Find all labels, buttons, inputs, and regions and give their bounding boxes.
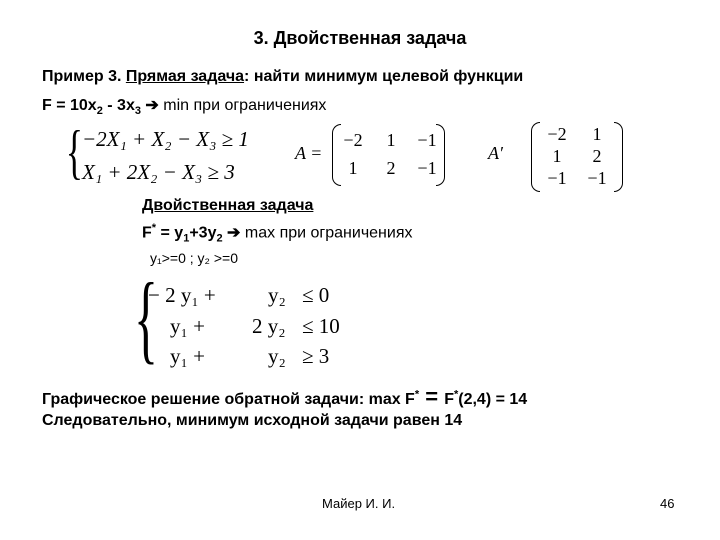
- primal-row-1: −2X₁ + X₂ − X₃ ≥ 1: [82, 127, 249, 151]
- dual-row-1-right: y₂: [268, 283, 286, 307]
- dual-row-2-rel: ≤ 10: [302, 314, 340, 338]
- matrix-a-cell: 1: [386, 130, 396, 150]
- conclusion-line: Следовательно, минимум исходной задачи равен 14: [42, 412, 463, 429]
- matrix-a-cell: −1: [417, 130, 437, 150]
- dual-brace: {: [134, 262, 158, 373]
- objective-line: [42, 95, 326, 117]
- objective-sub2: 3: [134, 105, 141, 118]
- dual-sub2: 2: [216, 232, 223, 245]
- matrix-at-cell: −2: [547, 124, 567, 144]
- dual-obj-rest: max при ограничениях: [240, 224, 413, 242]
- dual-obj-mid2: +3y: [189, 224, 217, 242]
- matrix-at-cell: −1: [547, 168, 567, 188]
- dual-sub1: 1: [183, 232, 190, 245]
- matrix-at-left-bracket: [531, 122, 540, 192]
- matrix-a-label: A =: [295, 143, 323, 163]
- dual-row-3-right: y₂: [268, 344, 286, 368]
- arrow-icon: ➔: [145, 97, 159, 114]
- graphical-solution-line: [42, 384, 527, 410]
- matrix-at-cell: 1: [552, 146, 562, 166]
- dual-row-2-left: y₁ +: [170, 314, 205, 338]
- matrix-at-label: A′: [488, 143, 503, 163]
- footer-author: Майер И. И.: [322, 496, 396, 511]
- objective-mid: - 3x: [102, 97, 135, 114]
- page-number: 46: [660, 496, 675, 511]
- graphical-star2: *: [453, 388, 459, 401]
- example-line: [42, 68, 523, 86]
- dual-obj-prefix: F: [142, 224, 152, 242]
- matrix-at-cell: −1: [587, 168, 607, 188]
- graphical-eq: =: [419, 384, 445, 409]
- dual-obj-mid1: = y: [156, 224, 184, 242]
- dual-problem-heading: Двойственная задача: [142, 197, 314, 214]
- graphical-text3: (2,4) = 14: [458, 391, 528, 408]
- dual-nonneg-constraints: y₁>=0 ; y₂ >=0: [150, 250, 238, 266]
- slide-title: 3. Двойственная задача: [253, 28, 467, 48]
- matrix-a-cell: −1: [417, 158, 437, 178]
- graphical-text1: Графическое решение обратной задачи: max F: [42, 391, 415, 408]
- primal-brace: {: [65, 119, 84, 185]
- dual-row-1-rel: ≤ 0: [302, 283, 330, 307]
- dual-row-2-right: 2 y₂: [252, 314, 286, 338]
- dual-row-1-left: − 2 y₁ +: [148, 283, 216, 307]
- primal-problem-link[interactable]: Прямая задача: [125, 68, 245, 85]
- example-prefix: Пример 3.: [42, 68, 126, 85]
- matrix-at-cell: 2: [592, 146, 602, 166]
- primal-row-2: X₁ + 2X₂ − X₃ ≥ 3: [82, 160, 235, 184]
- matrix-a-cell: 2: [386, 158, 396, 178]
- graphical-star1: *: [414, 388, 420, 401]
- graphical-text2: F: [444, 391, 454, 408]
- objective-rest: min при ограничениях: [158, 97, 327, 114]
- matrix-a-cell: −2: [343, 130, 363, 150]
- matrix-at-cell: 1: [592, 124, 602, 144]
- arrow-icon: ➔: [227, 224, 241, 242]
- objective-prefix: F = 10x: [42, 97, 97, 114]
- dual-star: *: [151, 222, 157, 234]
- dual-row-3-rel: ≥ 3: [302, 344, 330, 368]
- matrix-at-right-bracket: [614, 122, 623, 192]
- dual-objective-line: [142, 222, 413, 245]
- objective-sub1: 2: [96, 105, 103, 118]
- example-rest: : найти минимум целевой функции: [244, 68, 524, 85]
- dual-row-3-left: y₁ +: [170, 344, 205, 368]
- matrix-a-cell: 1: [348, 158, 358, 178]
